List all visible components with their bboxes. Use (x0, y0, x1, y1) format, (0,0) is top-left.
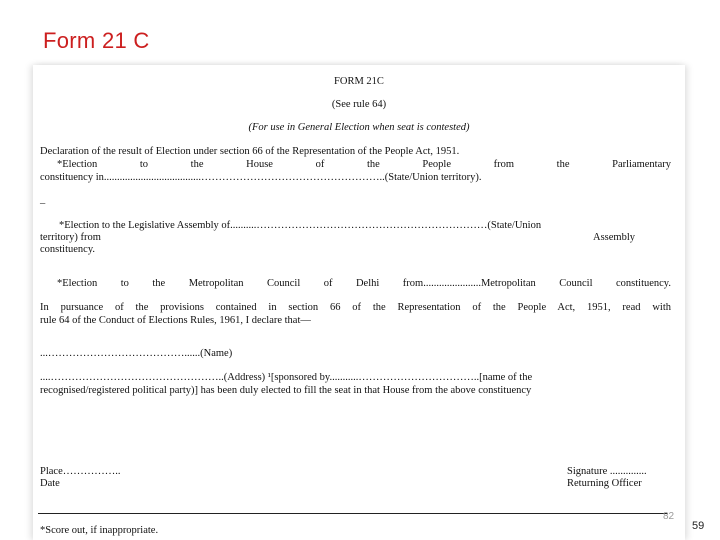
address-line-2: recognised/registered political party)] has been duly elected to fill the seat in that House from the above constituency (40, 385, 532, 396)
rule-reference: (See rule 64) (331, 99, 387, 110)
footnote-rule (38, 513, 668, 514)
usage-note: (For use in General Election when seat is contested) (248, 122, 470, 133)
name-line: ...…………………………………......(Name) (40, 348, 233, 359)
declaration-line-3: constituency in.....................................……………………………………………..(State/Union territory). (40, 172, 482, 183)
metropolitan-council-line: *Election to the Metropolitan Council of Delhi from......................Metropolitan Council constituency. (57, 278, 671, 289)
scanned-form-document (33, 65, 685, 540)
declaration-line-2: *Election to the House of the People from the Parliamentary (57, 159, 671, 170)
returning-officer-label: Returning Officer (567, 478, 642, 489)
form-heading: FORM 21C (334, 76, 384, 87)
assembly-line-2-right: Assembly (593, 232, 635, 243)
separator-dash: – (40, 198, 46, 209)
assembly-line-1: *Election to the Legislative Assembly of..........…………………………………………………………(State/Union (59, 220, 542, 231)
declaration-line-1: Declaration of the result of Election under section 66 of the Representation of the People Act, 1951. (40, 146, 460, 157)
signature-label: Signature .............. (567, 466, 647, 477)
assembly-line-3: constituency. (40, 244, 96, 255)
footnote: *Score out, if inappropriate. (40, 525, 159, 536)
pursuance-line-1: In pursuance of the provisions contained in section 66 of the Representation of the People Act, 1951, read with (40, 302, 671, 313)
date-label: Date (40, 478, 60, 489)
assembly-line-2-left: territory) from (40, 232, 101, 243)
pursuance-line-2: rule 64 of the Conduct of Elections Rules, 1961, I declare that— (40, 315, 311, 326)
slide-title: Form 21 C (43, 28, 150, 53)
place-label: Place…………….. (40, 466, 121, 477)
inner-page-number: 82 (663, 511, 675, 522)
address-line-1: ....…………………………………………..(Address) ¹[sponsored by...........……………………………..[name of the (40, 372, 533, 383)
slide-page-number: 59 (692, 520, 705, 532)
